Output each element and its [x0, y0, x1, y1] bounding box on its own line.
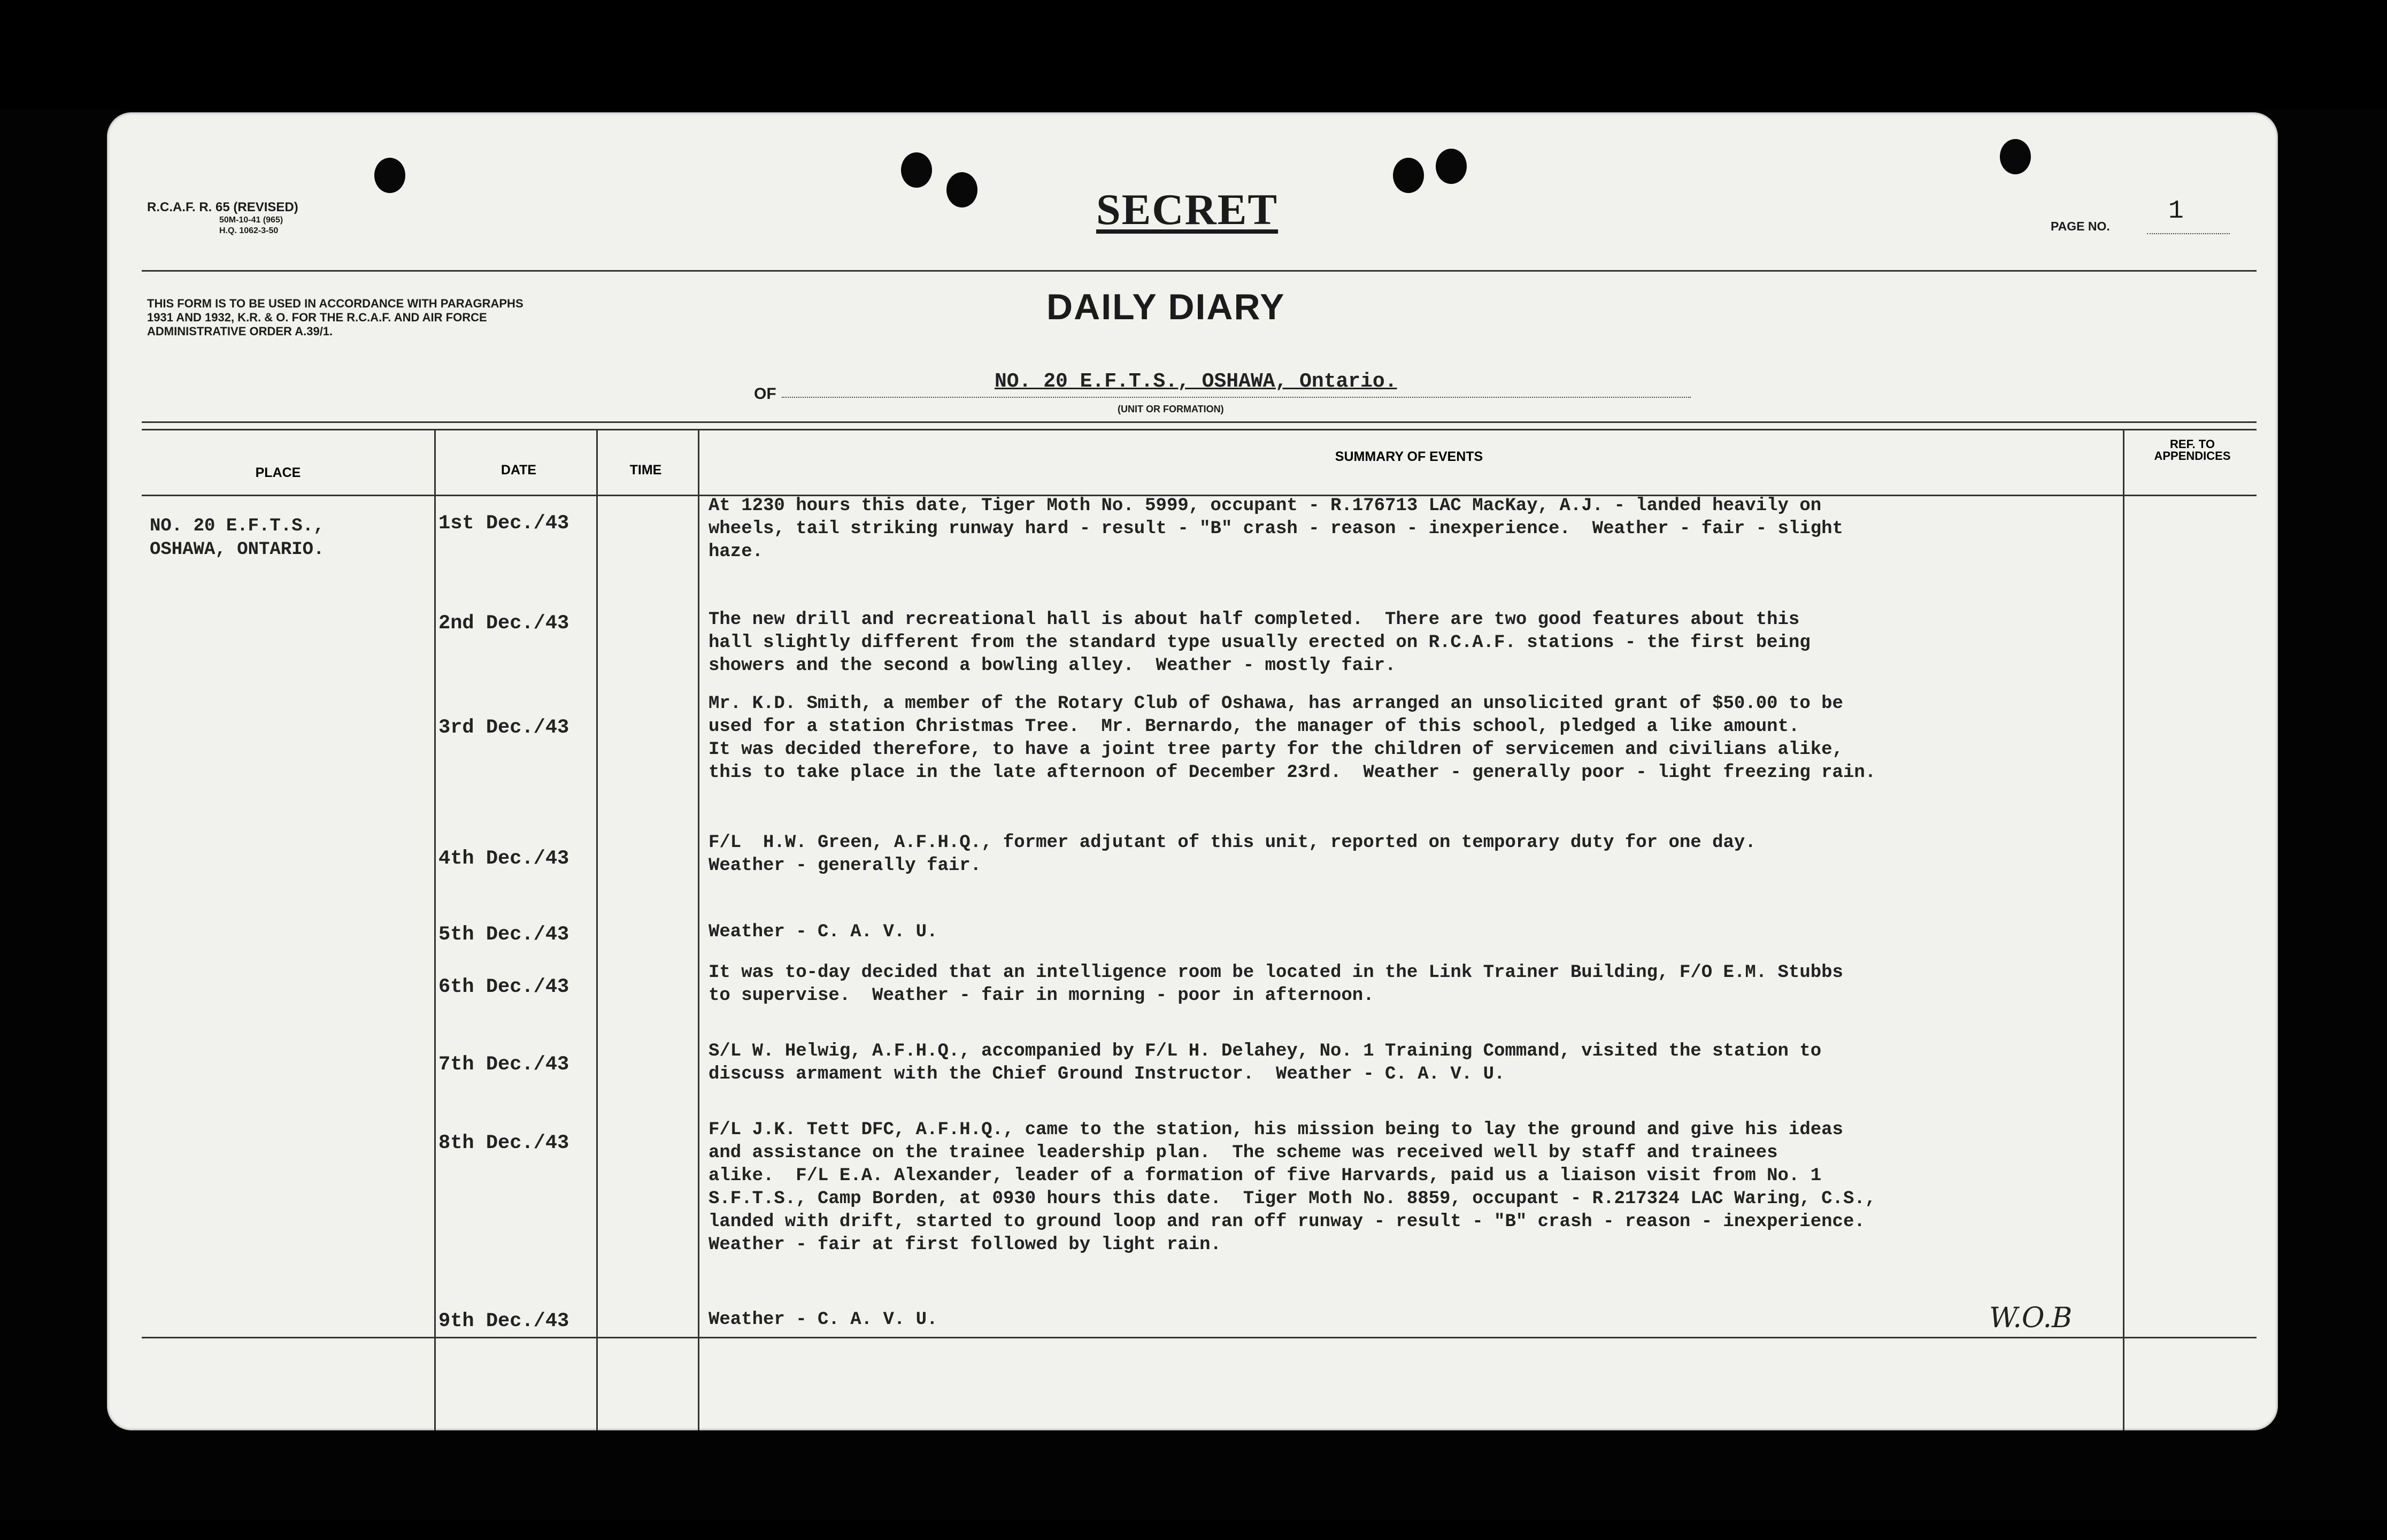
- entry-summary: S/L W. Helwig, A.F.H.Q., accompanied by F/L H. Delahey, No. 1 Training Command, visited the station to discuss armament with the Chief Ground Instructor. Weather - C. A. V. U.: [709, 1041, 1822, 1084]
- entry-date: 9th Dec./43: [438, 1310, 569, 1333]
- entry-date: 1st Dec./43: [438, 512, 569, 535]
- form-sub-line: 50M-10-41 (965): [219, 215, 283, 225]
- page-number-line: [2147, 233, 2230, 234]
- column-header-ref-line1: REF. TO: [2170, 437, 2215, 451]
- handwritten-initials: W.O.B: [1989, 1302, 2073, 1334]
- punch-hole: [946, 172, 977, 207]
- form-instructions: THIS FORM IS TO BE USED IN ACCORDANCE WITH PARAGRAPHS 1931 AND 1932, K.R. & O. FOR THE R.C.A.F. AND AIR FORCE ADMINISTRATIVE ORDER A.39/1.: [147, 297, 523, 338]
- entry-summary: At 1230 hours this date, Tiger Moth No. 5999, occupant - R.176713 LAC MacKay, A.J. - landed heavily on wheels, tail striking runway hard - result - "B" crash - reason - inexperience. Weather - fair - slight haze.: [709, 496, 1843, 562]
- column-header-summary: SUMMARY OF EVENTS: [1335, 449, 1483, 464]
- entry-summary: The new drill and recreational hall is about half completed. There are two good features about this hall slightly different from the standard type usually erected on R.C.A.F. stations - the first being showers and the second a bowling alley. Weather - mostly fair.: [709, 610, 1811, 676]
- form-code: R.C.A.F. R. 65 (REVISED): [147, 200, 298, 214]
- classification-heading: SECRET: [1096, 185, 1279, 234]
- entry-date: 3rd Dec./43: [438, 717, 569, 739]
- column-header-date: DATE: [500, 463, 537, 478]
- film-border-top: [0, 0, 2387, 110]
- entry-date: 2nd Dec./43: [438, 612, 569, 635]
- entry-summary: Weather - C. A. V. U.: [709, 1310, 938, 1330]
- entry-summary: Mr. K.D. Smith, a member of the Rotary Club of Oshawa, has arranged an unsolicited grant of $50.00 to be used for a station Christmas Tree. Mr. Bernardo, the manager of this school, pledged a like amount. It was decided therefore, to have a joint tree party for the children of servicemen and civilians alike, this to take place in the late afternoon of December 23rd. Weather - generally poor - light freezing rain.: [709, 694, 1876, 783]
- table-top-rule-2: [142, 429, 2257, 430]
- unit-line: [782, 397, 1691, 398]
- entry-date: 7th Dec./43: [438, 1053, 569, 1076]
- table-top-rule: [142, 421, 2257, 423]
- place-line-2: OSHAWA, ONTARIO.: [150, 540, 325, 560]
- page-number: 1: [2168, 197, 2184, 226]
- entry-summary: F/L H.W. Green, A.F.H.Q., former adjutant of this unit, reported on temporary duty for one day. Weather - generally fair.: [709, 833, 1756, 876]
- entry-summary: It was to-day decided that an intelligence room be located in the Link Trainer Building, F/O E.M. Stubbs to supervise. Weather - fair in morning - poor in afternoon.: [709, 962, 1843, 1006]
- entry-summary: F/L J.K. Tett DFC, A.F.H.Q., came to the station, his mission being to lay the ground and give his ideas and assistance on the trainee leadership plan. The scheme was received well by staff and trainees alike. F/L E.A. Alexander, leader of a formation of five Harvards, paid us a liaison visit from No. 1 S.F.T.S., Camp Borden, at 0930 hours this date. Tiger Moth No. 8859, occupant - R.217324 LAC Waring, C.S., landed with drift, started to ground loop and ran off runway - result - "B" crash - reason - inexperience. Weather - fair at first followed by light rain.: [709, 1120, 1876, 1255]
- page-number-label: PAGE NO.: [2051, 219, 2110, 233]
- punch-hole: [901, 152, 932, 188]
- entry-summary: Weather - C. A. V. U.: [709, 922, 938, 942]
- column-header-place: PLACE: [255, 465, 301, 480]
- column-divider: [434, 429, 436, 1430]
- film-border-bottom: [0, 1520, 2387, 1540]
- table-bottom-rule: [142, 1337, 2257, 1338]
- punch-hole: [2000, 139, 2031, 174]
- header-rule: [142, 270, 2257, 272]
- form-sub-line: H.Q. 1062-3-50: [219, 226, 279, 235]
- entry-date: 8th Dec./43: [438, 1132, 569, 1154]
- column-header-ref-line2: APPENDICES: [2154, 449, 2231, 463]
- place-line-1: NO. 20 E.F.T.S.,: [150, 516, 325, 536]
- entry-date: 5th Dec./43: [438, 923, 569, 946]
- column-header-time: TIME: [629, 463, 662, 478]
- entry-date: 6th Dec./43: [438, 976, 569, 998]
- entry-date: 4th Dec./43: [438, 848, 569, 870]
- punch-hole: [1436, 149, 1467, 184]
- column-divider: [698, 429, 699, 1430]
- punch-hole: [1393, 158, 1424, 193]
- column-divider: [2123, 429, 2124, 1430]
- unit-name: NO. 20 E.F.T.S., OSHAWA, Ontario.: [995, 370, 1397, 393]
- diary-form-sheet: [107, 112, 2278, 1430]
- unit-caption: (UNIT OR FORMATION): [1118, 404, 1224, 414]
- punch-hole: [374, 158, 405, 193]
- of-label: OF: [754, 385, 776, 403]
- document-title: DAILY DIARY: [1046, 287, 1285, 327]
